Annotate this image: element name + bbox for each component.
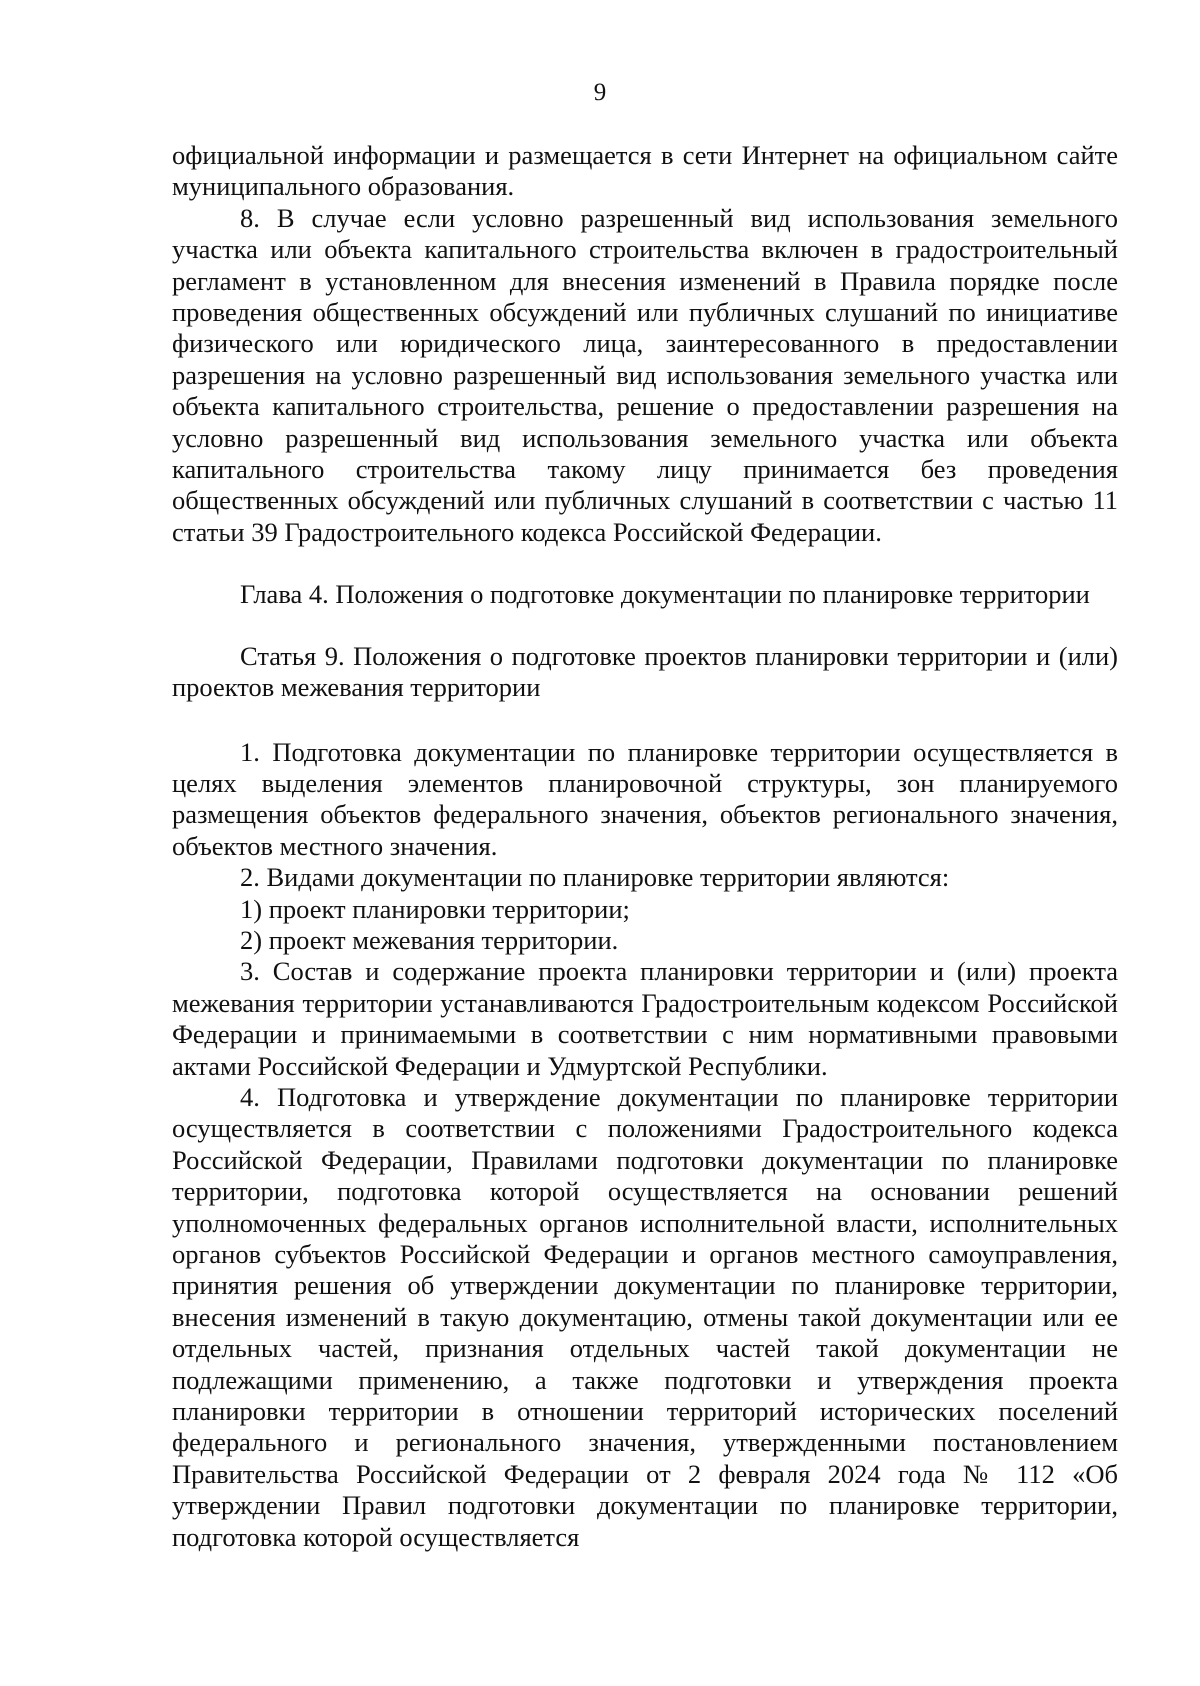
- page-number: 9: [593, 79, 607, 106]
- article-9-heading: Статья 9. Положения о подготовке проектов планировки территории и (или) проектов межевания территории: [172, 640, 1118, 703]
- paragraph-continuation: официальной информации и размещается в сети Интернет на официальном сайте муниципального образования.: [172, 140, 1118, 202]
- article-9-paragraph-1: 1. Подготовка документации по планировке территории осуществляется в целях выделения элементов планировочной структуры, зон планируемого размещения объектов федерального значения, объектов регионального значения, объектов местного значения.: [172, 736, 1118, 861]
- article-9-paragraph-4: 4. Подготовка и утверждение документации по планировке территории осуществляется в соответствии с положениями Градостроительного кодекса Российской Федерации, Правилами подготовки документации по планировке территории, подготовка которой осуществляется на основании решений уполномоченных федеральных органов исполнительной власти, исполнительных органов субъектов Российской Федерации и органов местного самоуправления, принятия решения об утверждении документации по планировке территории, внесения изменений в такую документацию, отмены такой документации или ее отдельных частей, признания отдельных частей такой документации не подлежащими применению, а также подготовки и утверждения проекта планировки территории в отношении территорий исторических поселений федерального и регионального значения, утвержденными постановлением Правительства Российской Федерации от 2 февраля 2024 года № 112 «Об утверждении Правил подготовки документации по планировке территории, подготовка которой осуществляется: [172, 1081, 1118, 1552]
- article-9-paragraph-3: 3. Состав и содержание проекта планировки территории и (или) проекта межевания территории устанавливаются Градостроительным кодексом Российской Федерации и принимаемыми в соответствии с ним нормативными правовыми актами Российской Федерации и Удмуртской Республики.: [172, 956, 1118, 1081]
- article-9-paragraph-2: 2. Видами документации по планировке территории являются:: [240, 862, 950, 893]
- chapter-4-heading: Глава 4. Положения о подготовке документации по планировке территории: [240, 579, 1090, 610]
- paragraph-8: 8. В случае если условно разрешенный вид использования земельного участка или объекта капитального строительства включен в градостроительный регламент в установленном для внесения изменений в Правила порядке после проведения общественных обсуждений или публичных слушаний по инициативе физического или юридического лица, заинтересованного в предоставлении разрешения на условно разрешенный вид использования земельного участка или объекта капитального строительства, решение о предоставлении разрешения на условно разрешенный вид использования земельного участка или объекта капитального строительства такому лицу принимается без проведения общественных обсуждений или публичных слушаний в соответствии с частью 11 статьи 39 Градостроительного кодекса Российской Федерации.: [172, 202, 1118, 547]
- article-9-item-2: 2) проект межевания территории.: [240, 924, 619, 955]
- article-9-item-1: 1) проект планировки территории;: [240, 893, 630, 924]
- document-body: [172, 140, 1118, 1553]
